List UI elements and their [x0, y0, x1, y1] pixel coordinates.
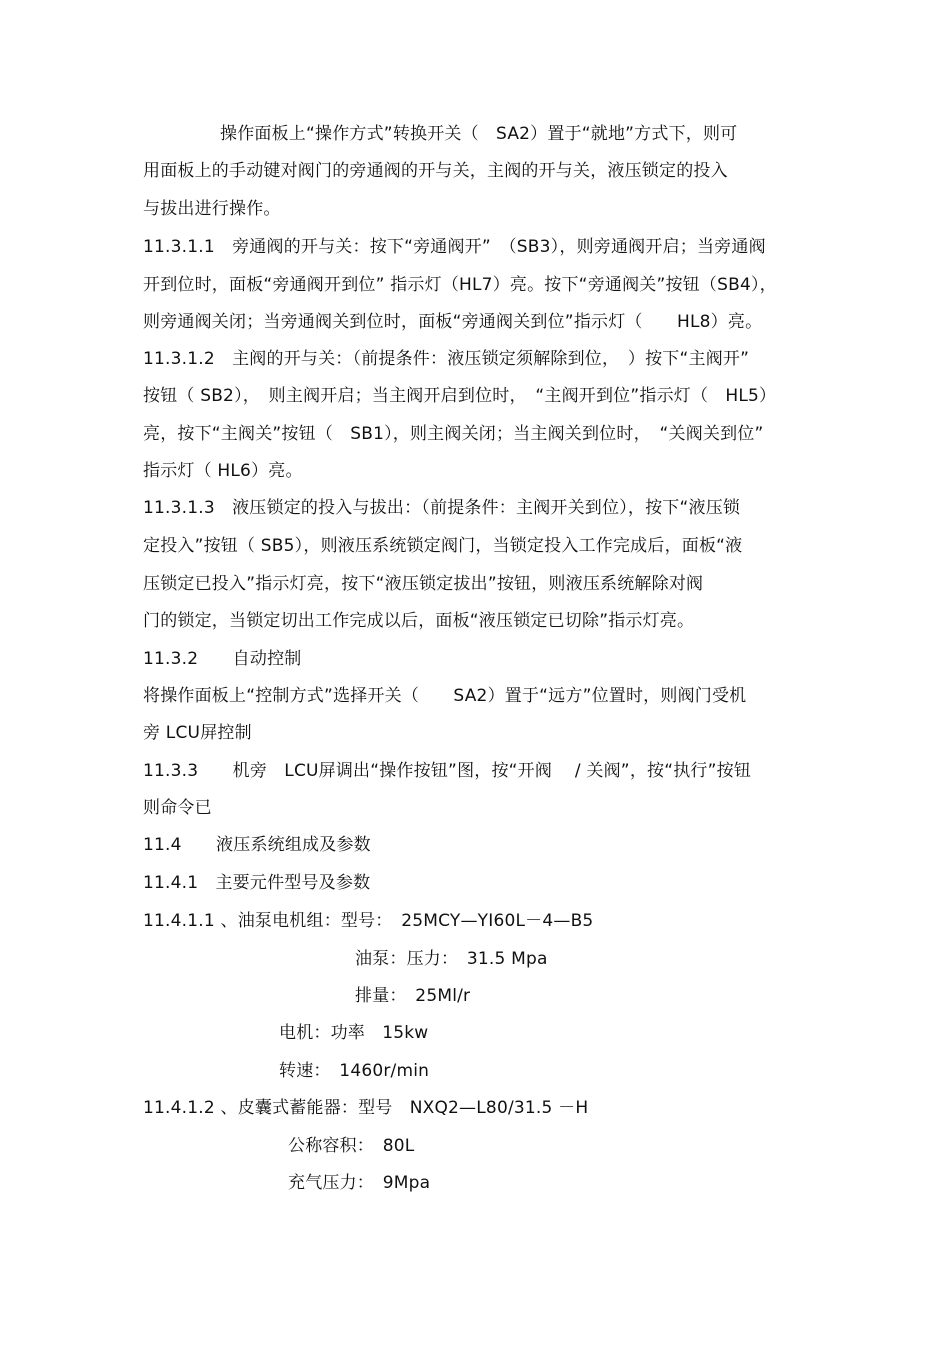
section-11-3-1-2-line-1: 11.3.1.2 主阀的开与关：（前提条件：液压锁定须解除到位， ）按下“主阀开”	[143, 349, 750, 369]
section-11-3-1-3-line-1: 11.3.1.3 液压锁定的投入与拔出：（前提条件：主阀开关到位），按下“液压锁	[143, 498, 741, 518]
section-heading-11-3-2: 11.3.2 自动控制	[143, 649, 302, 669]
spec-accumulator-model: 11.4.1.2 、皮囊式蓄能器：型号 NXQ2—L80/31.5 －H	[143, 1098, 589, 1118]
section-11-3-1-2-line-3: 亮，按下“主阀关”按钮（ SB1），则主阀关闭；当主阀关到位时， “关阀关到位”	[143, 424, 764, 444]
section-11-3-2-line-2: 旁 LCU屏控制	[143, 723, 252, 743]
spec-accumulator-volume: 公称容积： 80L	[288, 1136, 415, 1156]
spec-pump-motor-model: 11.4.1.1 、油泵电机组：型号： 25MCY—YI60L－4—B5	[143, 911, 594, 931]
spec-pump-pressure: 油泵：压力： 31.5 Mpa	[355, 949, 548, 969]
section-11-3-3-line-1: 11.3.3 机旁 LCU屏调出“操作按钮”图，按“开阀 / 关阀”，按“执行”按钮	[143, 761, 752, 781]
section-11-3-3-line-2: 则命令已	[143, 798, 212, 818]
spec-motor-power: 电机：功率 15kw	[279, 1023, 429, 1043]
section-heading-11-4-1: 11.4.1 主要元件型号及参数	[143, 873, 371, 893]
spec-motor-speed: 转速： 1460r/min	[279, 1061, 430, 1081]
section-11-3-1-1-line-1: 11.3.1.1 旁通阀的开与关：按下“旁通阀开” （SB3），则旁通阀开启；当旁通阀	[143, 237, 766, 257]
spec-accumulator-pressure: 充气压力： 9Mpa	[288, 1173, 431, 1193]
section-11-3-1-1-line-2: 开到位时，面板“旁通阀开到位” 指示灯（HL7）亮。按下“旁通阀关”按钮（SB4），	[143, 275, 777, 295]
spec-pump-displacement: 排量： 25Ml/r	[355, 986, 471, 1006]
section-11-3-2-line-1: 将操作面板上“控制方式”选择开关（ SA2）置于“远方”位置时，则阀门受机	[143, 686, 747, 706]
section-heading-11-4: 11.4 液压系统组成及参数	[143, 835, 371, 855]
paragraph-intro-line-3: 与拔出进行操作。	[143, 199, 281, 219]
section-11-3-1-3-line-2: 定投入”按钮（ SB5），则液压系统锁定阀门，当锁定投入工作完成后，面板“液	[143, 536, 743, 556]
section-11-3-1-1-line-3: 则旁通阀关闭；当旁通阀关到位时，面板“旁通阀关到位”指示灯（ HL8）亮。	[143, 312, 763, 332]
section-11-3-1-3-line-3: 压锁定已投入”指示灯亮，按下“液压锁定拔出”按钮，则液压系统解除对阀	[143, 574, 704, 594]
section-11-3-1-2-line-4: 指示灯（ HL6）亮。	[143, 461, 303, 481]
section-11-3-1-3-line-4: 门的锁定，当锁定切出工作完成以后，面板“液压锁定已切除”指示灯亮。	[143, 611, 695, 631]
paragraph-intro-line-1: 操作面板上“操作方式”转换开关（ SA2）置于“就地”方式下，则可	[220, 124, 738, 144]
section-11-3-1-2-line-2: 按钮（ SB2）， 则主阀开启；当主阀开启到位时， “主阀开到位”指示灯（ HL5）	[143, 386, 777, 406]
paragraph-intro-line-2: 用面板上的手动键对阀门的旁通阀的开与关，主阀的开与关，液压锁定的投入	[143, 161, 728, 181]
